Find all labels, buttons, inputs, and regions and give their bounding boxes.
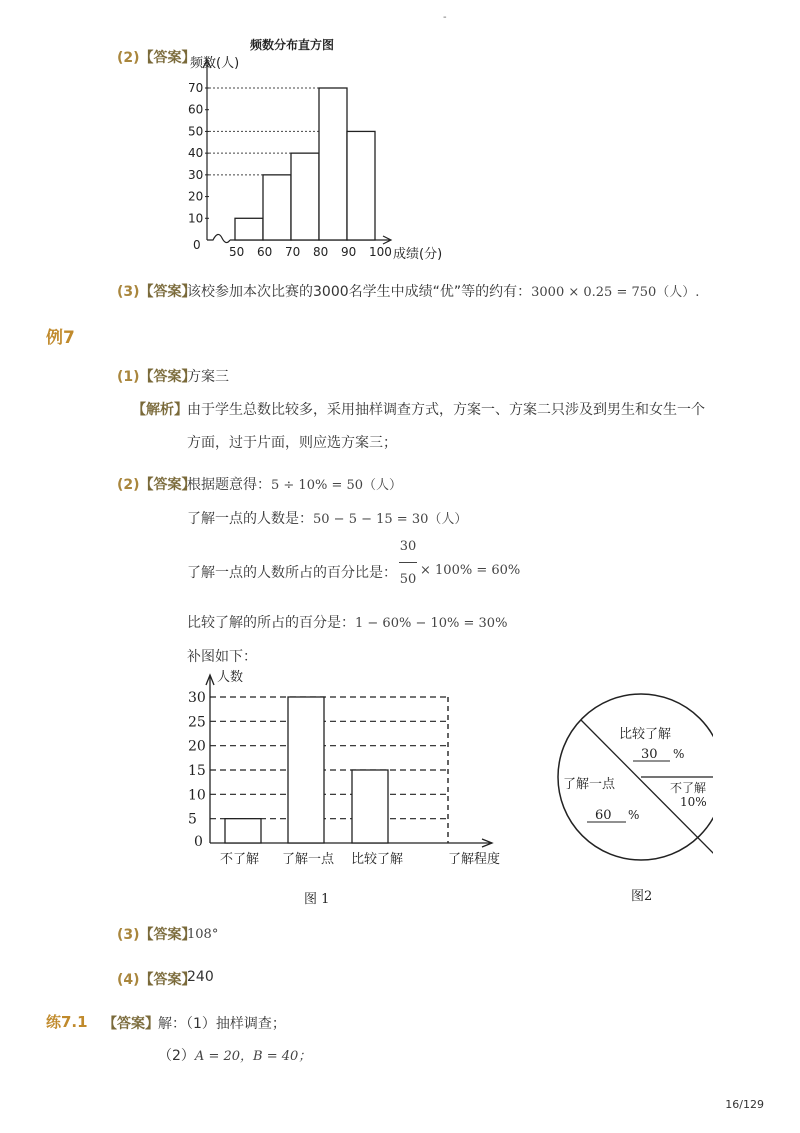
pie-slice-unit: % xyxy=(628,808,640,822)
solution-line4 xyxy=(187,612,507,632)
answer-tag-label: 【答案】 xyxy=(139,369,196,385)
answer-math: 3000 × 0.25 = 750（人）. xyxy=(531,285,700,300)
figure1-category-label: 比较了解 xyxy=(351,852,404,867)
figure1-category-label: 不了解 xyxy=(220,852,260,867)
histogram-x-tick-label: 90 xyxy=(341,245,357,259)
figure2-pie-chart xyxy=(555,680,715,910)
answer-tag xyxy=(117,924,196,944)
solution-line5: 补图如下： xyxy=(187,649,257,665)
histogram-bar xyxy=(263,175,291,240)
analysis-text-line1: 由于学生总数比较多，采用抽样调查方式，方案一、方案二只涉及到男生和女生一个 xyxy=(187,402,705,418)
answer-tag-label: 【答案】 xyxy=(139,972,196,988)
histogram-y-tick-label: 20 xyxy=(188,189,204,204)
figure1-y-tick-label: 10 xyxy=(188,787,206,804)
histogram-y-tick-label: 50 xyxy=(188,124,204,139)
solution-line4-text: 比较了解的所占的百分是： xyxy=(187,615,355,631)
answer-sentence: 该校参加本次比赛的3000名学生中成绩“优”等的约有： xyxy=(187,284,532,300)
figure1-bar xyxy=(288,697,324,843)
practice-line1: 解：（1）抽样调查； xyxy=(158,1016,286,1032)
histogram-x-tick-label: 80 xyxy=(313,245,329,259)
answer-tag xyxy=(117,366,196,386)
figure1-bar xyxy=(225,819,261,843)
pie-slice-unit: % xyxy=(673,747,685,761)
figure1-bar-chart xyxy=(180,665,520,913)
answer-tag-label: 【答案】 xyxy=(139,284,196,300)
answer-tag-number: (4) xyxy=(117,972,140,988)
practice-line2-prefix: （2） xyxy=(158,1048,195,1064)
answer-tag-number: (3) xyxy=(117,927,140,943)
pie-slice-label: 了解一点 xyxy=(563,777,616,792)
figure1-y-tick-label: 15 xyxy=(188,763,206,779)
solution-line1-text: 根据题意得： xyxy=(187,477,271,493)
histogram-title: 频数分布直方图 xyxy=(250,38,335,52)
answer-tag xyxy=(117,474,196,494)
solution-line3 xyxy=(187,562,397,582)
answer-tag-number: (2) xyxy=(117,477,140,493)
answer-text xyxy=(187,281,699,301)
histogram-bar xyxy=(347,131,375,240)
pie-slice-value: 30 xyxy=(641,747,658,762)
histogram-axis-break xyxy=(207,234,230,242)
answer-tag-label: 【答案】 xyxy=(139,477,196,493)
analysis-text-line2: 方面，过于片面，则应选方案三； xyxy=(187,435,397,451)
practice-title: 练7.1 xyxy=(46,1013,88,1031)
example-title: 例7 xyxy=(46,328,75,348)
solution-line2-text: 了解一点的人数是： xyxy=(187,511,313,527)
histogram-x-tick-label: 70 xyxy=(285,245,301,259)
fraction-numerator: 30 xyxy=(399,539,417,554)
practice-line2 xyxy=(158,1045,311,1065)
fraction-bar xyxy=(399,562,417,563)
histogram-x-tick-label: 100 xyxy=(369,245,392,259)
figure1-ylabel: 人数 xyxy=(217,670,244,685)
figure2-caption: 图2 xyxy=(631,889,653,904)
figure1-y-tick-label: 30 xyxy=(188,690,206,706)
figure1-y-tick-label: 25 xyxy=(188,714,206,731)
histogram-y-tick-label: 40 xyxy=(188,146,204,161)
answer-text: 240 xyxy=(187,969,214,985)
answer-tag-label: 【答案】 xyxy=(139,927,196,943)
histogram-x-tick-label: 60 xyxy=(257,245,273,259)
histogram-y-tick-label: 70 xyxy=(188,81,204,95)
solution-line3-math: × 100% = 60% xyxy=(420,563,521,578)
answer-tag xyxy=(117,281,196,301)
histogram-y-tick-label: 30 xyxy=(188,167,204,182)
figure1-origin-label: 0 xyxy=(194,834,203,850)
pie-slice-value: 60 xyxy=(595,808,612,823)
top-mark: - xyxy=(443,12,447,23)
page-number: 16/129 xyxy=(725,1098,764,1111)
solution-line2 xyxy=(187,508,467,528)
figure1-bar xyxy=(352,770,388,843)
histogram-xlabel: 成绩(分) xyxy=(393,247,443,262)
figure1-caption: 图 1 xyxy=(304,892,330,907)
histogram-y-tick-label: 10 xyxy=(188,211,204,226)
figure1-y-tick-label: 5 xyxy=(188,811,197,828)
fraction xyxy=(399,538,417,588)
figure1-category-label: 了解一点 xyxy=(282,852,335,867)
answer-tag-label: 【答案】 xyxy=(103,1016,159,1032)
histogram-chart xyxy=(180,30,470,270)
histogram-bar xyxy=(235,218,263,240)
answer-tag-number: (1) xyxy=(117,369,140,385)
histogram-y-tick-label: 60 xyxy=(188,102,204,117)
answer-math: 108° xyxy=(187,927,219,942)
answer-tag-number: (3) xyxy=(117,284,140,300)
figure1-y-tick-label: 20 xyxy=(188,738,206,755)
solution-line4-math: 1 − 60% − 10% = 30% xyxy=(355,616,508,631)
fraction-denominator: 50 xyxy=(399,572,417,587)
histogram-bar xyxy=(291,153,319,240)
answer-tag-number: (2) xyxy=(117,50,140,66)
answer-text: 方案三 xyxy=(187,369,229,385)
answer-tag xyxy=(117,969,196,989)
analysis-tag: 【解析】 xyxy=(132,402,188,418)
solution-line3-text: 了解一点的人数所占的百分比是： xyxy=(187,565,397,581)
pie-slice-label: 不了解 xyxy=(670,781,707,795)
solution-line1 xyxy=(187,474,402,494)
figure1-xlabel: 了解程度 xyxy=(448,852,501,867)
histogram-origin-label: 0 xyxy=(193,238,201,252)
histogram-ylabel: 频数(人) xyxy=(190,56,240,71)
histogram-x-tick-label: 50 xyxy=(229,245,245,259)
pie-slice-label: 比较了解 xyxy=(619,727,672,742)
solution-line2-math: 50 − 5 − 15 = 30（人） xyxy=(313,512,468,527)
histogram-bar xyxy=(319,88,347,240)
answer-tag-label: 【答案】 xyxy=(139,50,196,66)
solution-line1-math: 5 ÷ 10% = 50（人） xyxy=(271,478,403,493)
practice-line2-math: A = 20，B = 40； xyxy=(194,1049,312,1064)
pie-slice-value: 10% xyxy=(680,795,707,809)
